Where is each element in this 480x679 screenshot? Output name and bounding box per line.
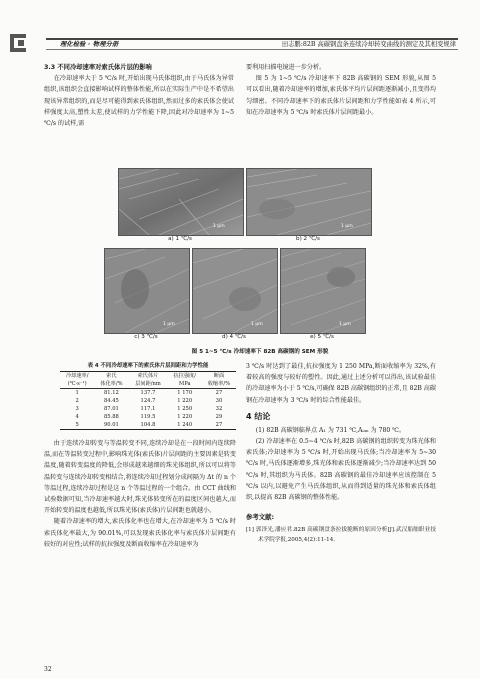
paragraph: 由于连续冷却转变与等温转变不同,连续冷却是在一段时间内连续降温,而在等温转变过程中,影响珠光体(索氏体)片层间距的主要因素是转变温度,随着转变温度的降低,会形成越来越细的珠光体组织,所以可以将等温转变与连续冷却转变相结合,将连续冷却过程划分成间隔为 Δt 的 n 个等温过程,连续冷却过程是这 n 个等温过程的一个组合。由 CCT 曲线和试验数据可知,当冷却速率越大时,珠光体转变所在的温度区间也越大,而开始转变的温度也越低,所以珠光体(索氏体)片层间距也就越小。 — [44, 440, 236, 515]
column-header: 索氏 — [106, 372, 117, 379]
paragraph: 要利用扫描电镜进一步分析。 — [246, 64, 326, 71]
paragraph: 3 ℃/s 时达到了最佳,抗拉强度为 1 250 MPa,断面收缩率为 32%,有着较高的强度与较好的塑性。因此,通过上述分析可以得出,该试验最佳的冷却速率为小于 5 ℃/s,可确保 82B 高碳钢组织的正常,且 82B 高碳钢在冷却速率为 3 ℃/s 时的综合性能最佳。 — [246, 363, 436, 404]
scale-bar-label: 1 μm — [251, 322, 263, 327]
sem-image-c — [104, 248, 190, 334]
table-header-row — [60, 372, 236, 381]
section-heading: 3.3 不同冷却速率对索氏体片层的影响 — [44, 64, 152, 71]
paragraph: 图 5 为 1~5 ℃/s 冷却速率下 82B 高碳钢的 SEM 形貌,从图 5 可以看出,随着冷却速率的增加,索氏体平均片层间距逐渐减小,且变得均匀细密。不同冷却速率下的索氏体片层间距和力学性能如表 4 所示,可知在冷却速率为 5 ℃/s 时索氏体片层间距最小。 — [246, 75, 436, 116]
table-cell: 27 — [215, 390, 223, 396]
panel-label-a: a) 1 ℃/s — [168, 236, 192, 242]
scale-bar-label: 1 μm — [341, 224, 353, 229]
sem-image-b — [246, 168, 372, 236]
table-cell: 85.88 — [103, 414, 119, 420]
table-row — [60, 405, 236, 413]
panel-label-c: c) 3 ℃/s — [134, 334, 158, 340]
table-cell: 90.01 — [103, 422, 119, 428]
column-header: 抗拉强度/ — [173, 372, 196, 379]
table-row — [60, 389, 236, 398]
column-header: 冷却速率/ — [65, 372, 89, 379]
right-column-top — [246, 62, 436, 118]
table-cell: 1 240 — [177, 422, 193, 428]
page-number: 32 — [44, 666, 52, 673]
table-cell: 1 170 — [177, 390, 193, 396]
table-cell: 1 — [75, 390, 79, 396]
scale-bar-label: 1 μm — [213, 224, 225, 229]
table-cell: 5 — [75, 422, 79, 428]
column-header: 体化率/% — [94, 380, 128, 389]
column-header: 断面 — [213, 372, 225, 379]
sem-image-d — [192, 248, 278, 334]
panel-label-d: d) 4 ℃/s — [222, 334, 246, 340]
column-header: (℃·s⁻¹) — [60, 380, 94, 389]
table-cell: 3 — [75, 406, 79, 412]
column-header: 层间距/nm — [128, 380, 167, 389]
table-caption: 表 4 不同冷却速率下的索氏体片层间距和力学性能 — [87, 363, 209, 369]
table-cell: 104.8 — [140, 422, 156, 428]
table-cell: 124.7 — [140, 398, 156, 404]
column-header: 索氏体片 — [137, 372, 159, 379]
journal-name: 理化检验 · 物理分册 — [60, 41, 119, 48]
table-cell: 27 — [215, 422, 223, 428]
panel-label-b: b) 2 ℃/s — [296, 236, 320, 242]
table-cell: 119.5 — [140, 414, 156, 420]
column-header: MPa — [168, 380, 202, 389]
right-column-bottom — [246, 361, 436, 545]
conclusion-item: (1) 82B 高碳钢临界点 A₁ 为 731 ℃,Aₒₘ 为 780 ℃。 — [255, 426, 406, 434]
table-cell: 30 — [215, 398, 223, 404]
scale-bar-label: 1 μm — [163, 322, 175, 327]
section-heading: 4 结论 — [246, 411, 271, 421]
table-cell: 84.45 — [103, 398, 119, 404]
table-cell: 117.1 — [140, 406, 156, 412]
table-row — [60, 397, 236, 405]
table-cell: 2 — [75, 398, 79, 404]
table-cell: 1 250 — [177, 406, 193, 412]
table-row — [60, 421, 236, 430]
sem-image-e — [280, 248, 366, 334]
running-title: 田志鹏:82B 高碳钢盘条连续冷却转变曲线的测定及其相变规律 — [281, 41, 456, 48]
table-4 — [60, 371, 236, 430]
panel-label-e: e) 5 ℃/s — [310, 334, 334, 340]
table-cell: 32 — [215, 406, 223, 412]
table-cell: 1 220 — [177, 414, 193, 420]
paragraph: 在冷却速率大于 5 ℃/s 时,开始出现马氏体组织,由于马氏体为异常组织,该组织会直接影响试样的整体性能,所以在实际生产中是不希望出现该异常组织的,而是尽可能得到索氏体组织,然而过多的索氏体会使试样强度太高,塑性太差,使试样的力学性能下降,因此对冷却速率为 1~5 ℃/s 的试样,需 — [44, 75, 234, 128]
paragraph: 随着冷却速率的增大,索氏体化率也在增大,在冷却速率为 5 ℃/s 时索氏体化率最大,为 90.01%,可以发现索氏体化率与索氏体片层间距有较好的对应性;试样的抗拉强度及断面收缩率在冷却速率为 — [44, 518, 236, 548]
scale-bar-label: 1 μm — [339, 322, 351, 327]
figure-caption: 图 5 1~5 ℃/s 冷却速率下 82B 高碳钢的 SEM 形貌 — [191, 349, 329, 355]
sem-image-a — [118, 168, 244, 236]
page-header — [0, 36, 480, 52]
table-cell: 29 — [215, 414, 223, 420]
section-3-3 — [44, 62, 234, 129]
conclusion-item: (2) 冷却速率在 0.5~4 ℃/s 时,82B 高碳钢的组织转变为珠光体和索氏体;冷却速率为 5 ℃/s 时,开始出现马氏体;当冷却速率为 5~30 ℃/s 时,马氏体逐渐增多,珠光体和索氏体逐渐减少;当冷却速率达到 50 ℃/s 时,其组织为马氏体。82B 高碳钢的最佳冷却速率应该控制在 5 ℃/s 以内,以避免产生马氏体组织,从而得到适量的珠光体和索氏体组织,以提高 82B 高碳钢的整体性能。 — [246, 438, 436, 502]
header-rule-bottom — [46, 49, 458, 50]
column-header: 收缩率/% — [202, 380, 236, 389]
left-column-bottom — [44, 438, 236, 550]
table-cell: 4 — [75, 414, 79, 420]
table-cell: 87.01 — [103, 406, 119, 412]
table-cell: 137.7 — [140, 390, 156, 396]
table-cell: 81.12 — [103, 390, 119, 396]
references-heading: 参考文献: — [246, 513, 275, 522]
table-header-row — [60, 380, 236, 389]
reference-item: [1] 郭泽光,潘应君.82B 高碳钢盘条拉拔脆断的原因分析[J].武汉船舶职业技术学院学报,2005,4(2):11-14. — [246, 527, 436, 543]
table-cell: 1 220 — [177, 398, 193, 404]
table-row — [60, 413, 236, 421]
